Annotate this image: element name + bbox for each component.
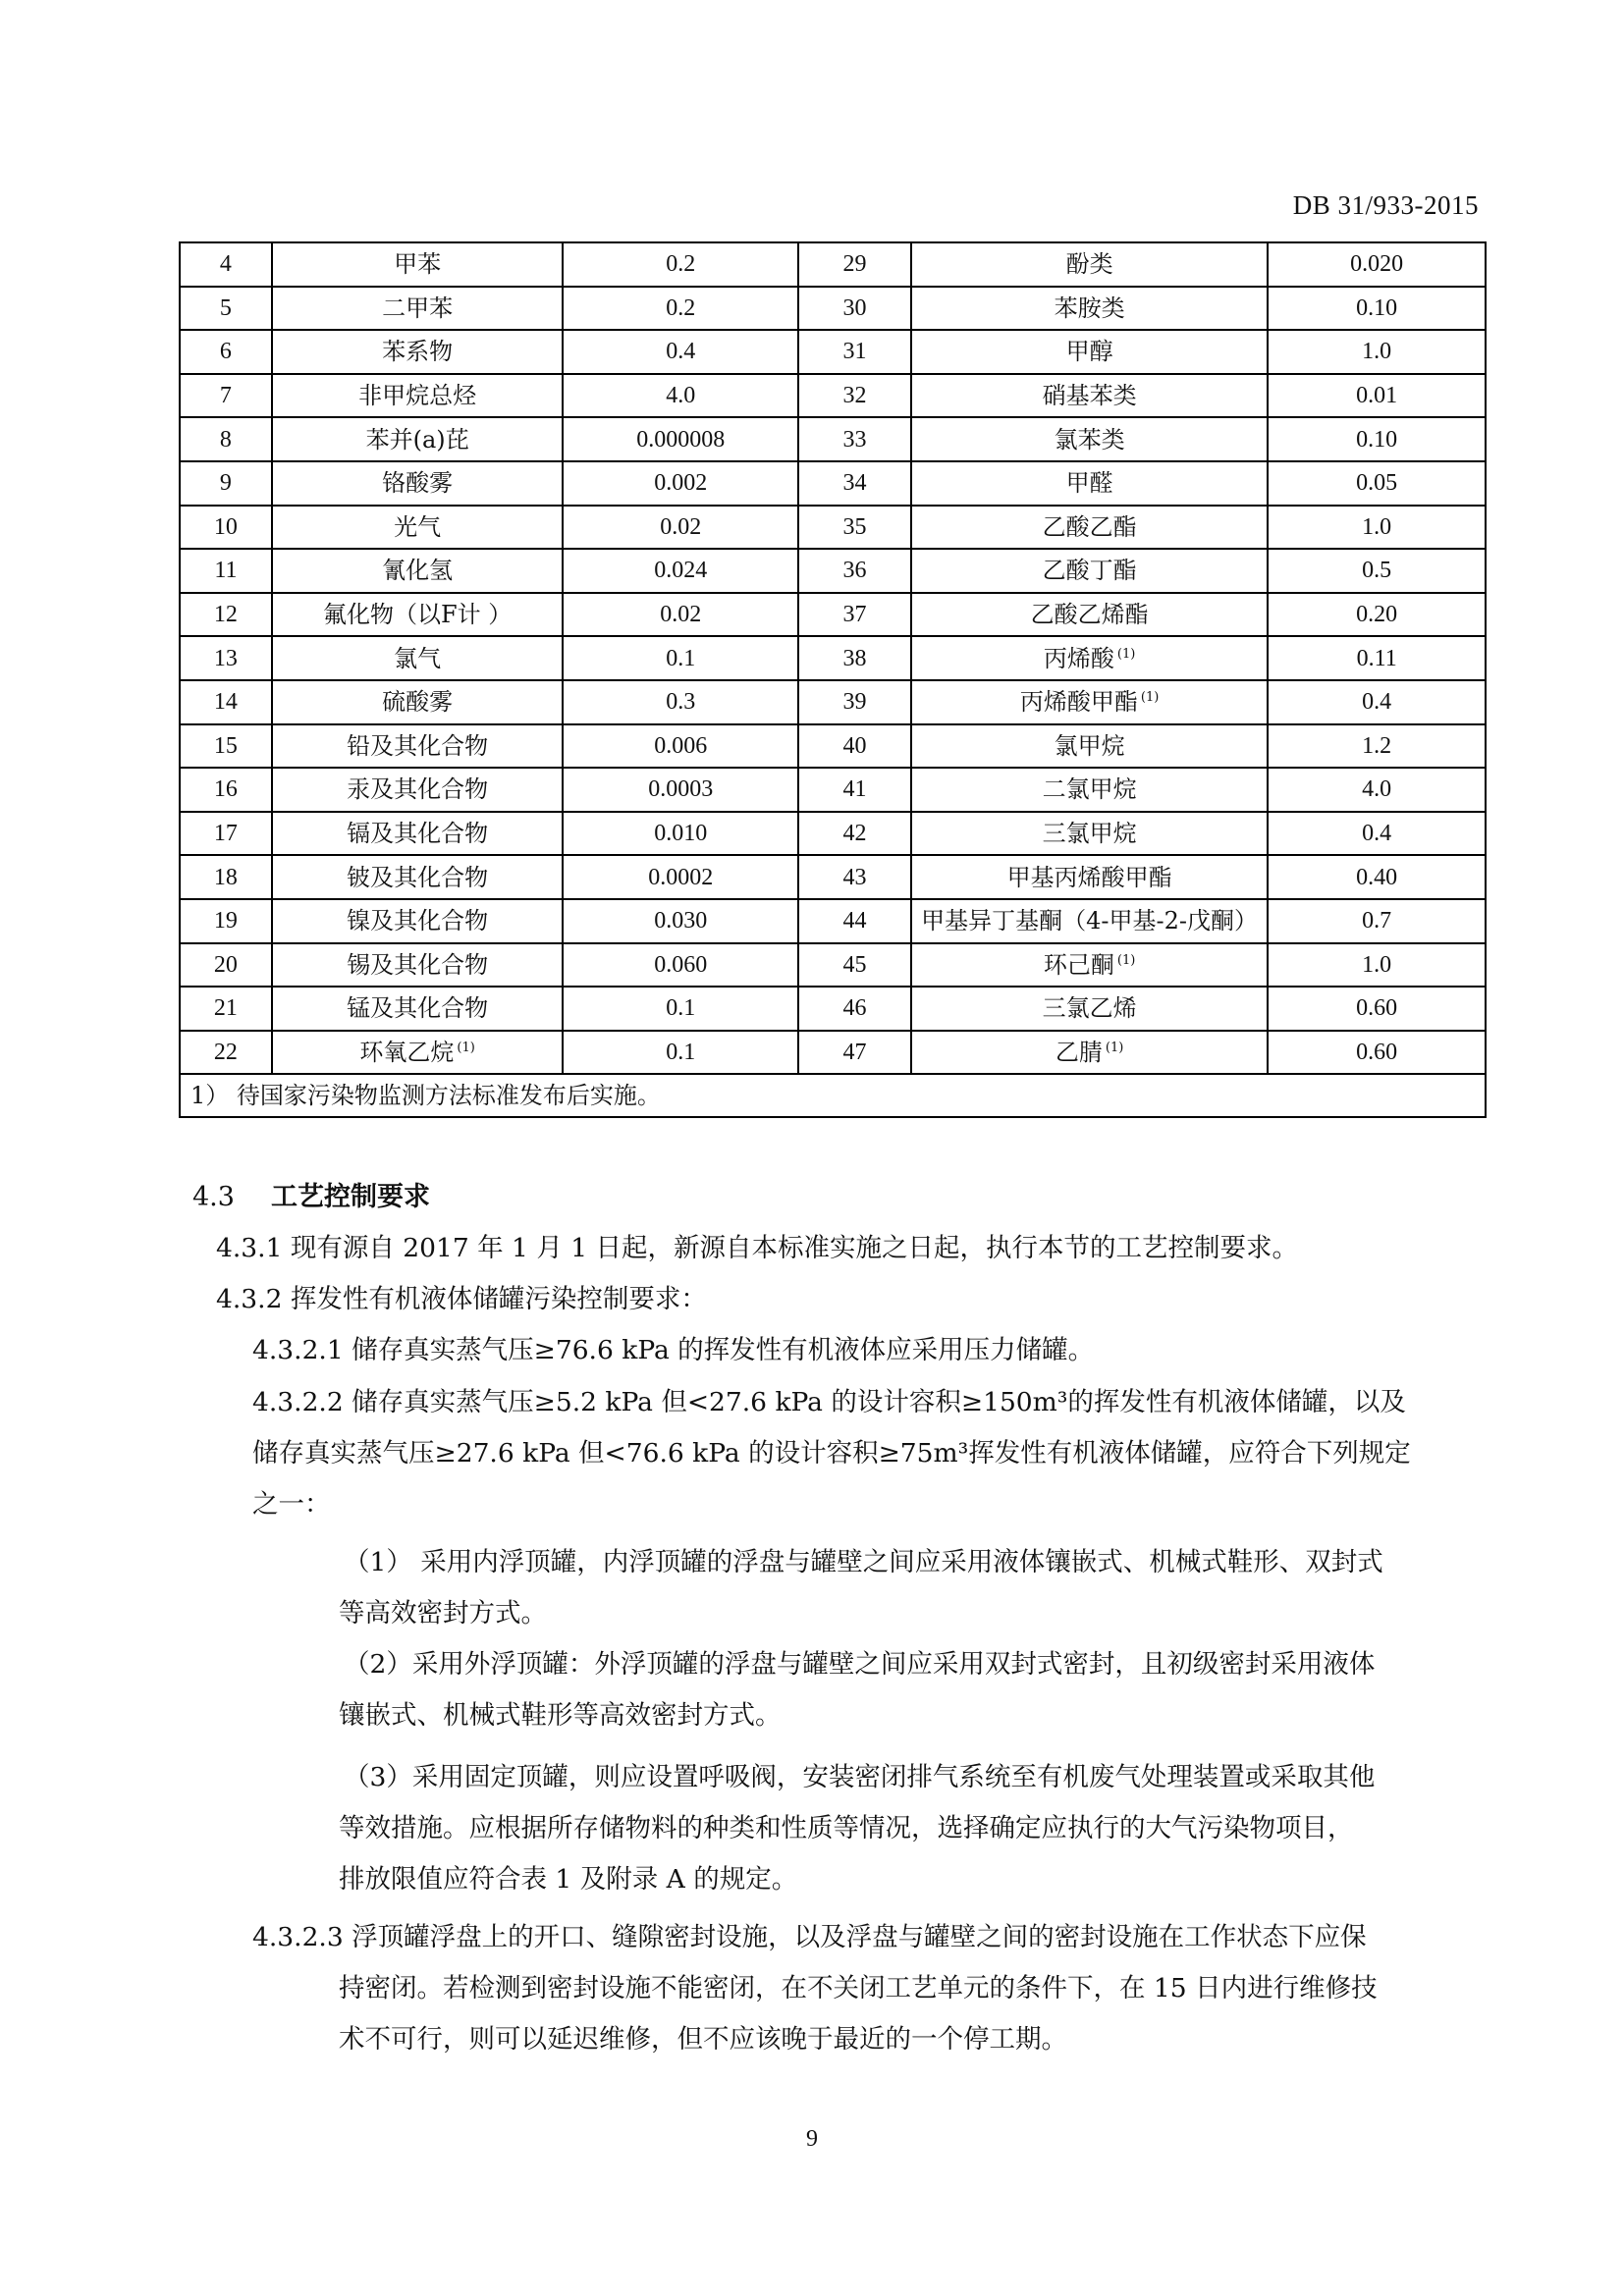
limit-value-cell: 1.0: [1268, 330, 1486, 374]
pollutant-name-cell: 镉及其化合物: [272, 812, 564, 856]
item-number-cell: 16: [180, 768, 272, 812]
item-number-cell: 13: [180, 636, 272, 680]
item-number-cell: 17: [180, 812, 272, 856]
pollutant-name-cell: [272, 1031, 564, 1075]
pollutant-name-cell: 苯胺类: [911, 287, 1268, 331]
item-number-cell: 37: [798, 593, 911, 637]
pollutant-name: 环氧乙烷: [359, 1038, 455, 1066]
pollutant-name-cell: 硫酸雾: [272, 680, 564, 724]
item-number-cell: 31: [798, 330, 911, 374]
table-row: [180, 943, 1486, 988]
table-row: [180, 330, 1486, 374]
limit-value-cell: 0.02: [563, 593, 798, 637]
footnote-marker: (1): [1105, 1040, 1124, 1055]
limit-value-cell: 0.60: [1268, 1031, 1486, 1075]
limit-value-cell: 0.4: [1268, 812, 1486, 856]
limit-value-cell: 0.4: [1268, 680, 1486, 724]
limit-value-cell: 0.11: [1268, 636, 1486, 680]
table-row: [180, 242, 1486, 287]
paragraph-4-3-2-1: 4.3.2.1 储存真实蒸气压≥76.6 kPa 的挥发性有机液体应采用压力储罐。: [252, 1335, 1095, 1365]
item-number-cell: 29: [798, 242, 911, 287]
limit-value-cell: 0.060: [563, 943, 798, 988]
table-row: [180, 461, 1486, 506]
pollutant-name-cell: 甲基异丁基酮（4-甲基-2-戊酮）: [911, 899, 1268, 943]
pollutant-name-cell: 甲苯: [272, 242, 564, 287]
item-number-cell: 44: [798, 899, 911, 943]
limit-value-cell: 1.2: [1268, 724, 1486, 769]
limit-value-cell: 4.0: [1268, 768, 1486, 812]
pollutant-name-cell: 氯气: [272, 636, 564, 680]
limit-value-cell: 0.5: [1268, 549, 1486, 593]
table-row: [180, 899, 1486, 943]
limit-value-cell: 0.20: [1268, 593, 1486, 637]
limit-value-cell: 0.60: [1268, 987, 1486, 1031]
section-heading: [192, 1175, 430, 1213]
pollutant-name-cell: 氰化氢: [272, 549, 564, 593]
pollutant-name-cell: 氯甲烷: [911, 724, 1268, 769]
list-item-2-line: 镶嵌式、机械式鞋形等高效密封方式。: [339, 1700, 782, 1731]
table-row: [180, 680, 1486, 724]
limit-value-cell: 0.2: [563, 242, 798, 287]
limit-value-cell: 0.002: [563, 461, 798, 506]
pollutant-name: 乙腈: [1055, 1038, 1103, 1066]
pollutant-name-cell: 甲醇: [911, 330, 1268, 374]
item-number-cell: 19: [180, 899, 272, 943]
limit-value-cell: 0.006: [563, 724, 798, 769]
table-row: [180, 636, 1486, 680]
item-number-cell: 42: [798, 812, 911, 856]
table-row: [180, 593, 1486, 637]
limit-value-cell: 0.02: [563, 506, 798, 550]
item-number-cell: 6: [180, 330, 272, 374]
limit-value-cell: 0.030: [563, 899, 798, 943]
table-row: [180, 855, 1486, 899]
paragraph-4-3-2: 4.3.2 挥发性有机液体储罐污染控制要求：: [216, 1284, 707, 1314]
list-item-1-line: （1） 采用内浮顶罐，内浮顶罐的浮盘与罐壁之间应采用液体镶嵌式、机械式鞋形、双封式: [344, 1547, 1383, 1577]
pollutant-name-cell: 乙酸乙烯酯: [911, 593, 1268, 637]
paragraph-4-3-2-3-line: 持密闭。若检测到密封设施不能密闭，在不关闭工艺单元的条件下，在 15 日内进行维修技: [339, 1973, 1378, 2003]
pollutant-name-cell: 苯并(a)芘: [272, 417, 564, 461]
table-row: [180, 287, 1486, 331]
item-number-cell: 4: [180, 242, 272, 287]
limit-value-cell: 0.020: [1268, 242, 1486, 287]
item-number-cell: 21: [180, 987, 272, 1031]
list-item-1-line: 等高效密封方式。: [339, 1598, 547, 1629]
pollutant-name-cell: 苯系物: [272, 330, 564, 374]
pollutant-name-cell: 甲醛: [911, 461, 1268, 506]
pollutant-name-cell: [911, 943, 1268, 988]
pollutant-name: 环己酮: [1043, 950, 1114, 979]
footnote-marker: (1): [1140, 690, 1160, 706]
pollutant-name-cell: 非甲烷总烃: [272, 374, 564, 418]
item-number-cell: 15: [180, 724, 272, 769]
limit-value-cell: 0.0003: [563, 768, 798, 812]
paragraph-4-3-1: 4.3.1 现有源自 2017 年 1 月 1 日起，新源自本标准实施之日起，执行本节的工艺控制要求。: [216, 1233, 1299, 1263]
section-title: 工艺控制要求: [271, 1182, 430, 1212]
item-number-cell: 9: [180, 461, 272, 506]
limit-value-cell: 0.10: [1268, 287, 1486, 331]
paragraph-4-3-2-3-line: 4.3.2.3 浮顶罐浮盘上的开口、缝隙密封设施，以及浮盘与罐壁之间的密封设施在工作状态下应保: [252, 1922, 1367, 1952]
limit-value-cell: 0.7: [1268, 899, 1486, 943]
item-number-cell: 5: [180, 287, 272, 331]
limit-value-cell: 0.3: [563, 680, 798, 724]
limit-value-cell: 0.1: [563, 636, 798, 680]
pollutant-name-cell: 铬酸雾: [272, 461, 564, 506]
item-number-cell: 8: [180, 417, 272, 461]
limit-value-cell: 0.4: [563, 330, 798, 374]
item-number-cell: 36: [798, 549, 911, 593]
table-row: [180, 812, 1486, 856]
table-row: [180, 417, 1486, 461]
table-footnote-row: [180, 1074, 1486, 1117]
limit-value-cell: 0.024: [563, 549, 798, 593]
footnote-marker: (1): [457, 1040, 475, 1055]
document-code: DB 31/933-2015: [1292, 190, 1479, 220]
limit-value-cell: 0.10: [1268, 417, 1486, 461]
pollutant-name-cell: 二甲苯: [272, 287, 564, 331]
table-row: [180, 374, 1486, 418]
limit-value-cell: 1.0: [1268, 943, 1486, 988]
pollutant-name-cell: [911, 680, 1268, 724]
limit-value-cell: 0.1: [563, 1031, 798, 1075]
table-row: [180, 724, 1486, 769]
pollutant-name-cell: 锰及其化合物: [272, 987, 564, 1031]
item-number-cell: 14: [180, 680, 272, 724]
table-footnote: 1） 待国家污染物监测方法标准发布后实施。: [180, 1074, 1486, 1117]
item-number-cell: 18: [180, 855, 272, 899]
pollutant-name-cell: 硝基苯类: [911, 374, 1268, 418]
pollutant-name-cell: 光气: [272, 506, 564, 550]
pollutant-name-cell: 锡及其化合物: [272, 943, 564, 988]
item-number-cell: 45: [798, 943, 911, 988]
item-number-cell: 34: [798, 461, 911, 506]
pollutant-name-cell: [911, 636, 1268, 680]
limit-value-cell: 0.1: [563, 987, 798, 1031]
pollutant-name-cell: 氟化物（以F计 ）: [272, 593, 564, 637]
pollutant-name: 丙烯酸甲酯: [1019, 688, 1138, 717]
limit-value-cell: 0.05: [1268, 461, 1486, 506]
list-item-3-line: 等效措施。应根据所存储物料的种类和性质等情况，选择确定应执行的大气污染物项目，: [339, 1813, 1354, 1843]
limit-value-cell: 0.01: [1268, 374, 1486, 418]
table-row: [180, 506, 1486, 550]
footnote-marker: (1): [1116, 646, 1136, 662]
table-row: [180, 987, 1486, 1031]
item-number-cell: 39: [798, 680, 911, 724]
limit-value-cell: 0.0002: [563, 855, 798, 899]
pollutant-name-cell: [911, 1031, 1268, 1075]
pollutant-name-cell: 汞及其化合物: [272, 768, 564, 812]
page-number: 9: [806, 2126, 818, 2152]
pollutant-name-cell: 酚类: [911, 242, 1268, 287]
pollutant-name-cell: 三氯乙烯: [911, 987, 1268, 1031]
table-row: [180, 1031, 1486, 1075]
table-row: [180, 768, 1486, 812]
paragraph-4-3-2-2-line: 储存真实蒸气压≥27.6 kPa 但<76.6 kPa 的设计容积≥75m³挥发性有机液体储罐，应符合下列规定: [252, 1438, 1411, 1468]
limit-value-cell: 4.0: [563, 374, 798, 418]
pollutant-name-cell: 甲基丙烯酸甲酯: [911, 855, 1268, 899]
item-number-cell: 10: [180, 506, 272, 550]
item-number-cell: 35: [798, 506, 911, 550]
table-row: [180, 549, 1486, 593]
limit-value-cell: 0.2: [563, 287, 798, 331]
item-number-cell: 38: [798, 636, 911, 680]
paragraph-4-3-2-3-line: 术不可行，则可以延迟维修，但不应该晚于最近的一个停工期。: [339, 2024, 1067, 2055]
list-item-2-line: （2）采用外浮顶罐：外浮顶罐的浮盘与罐壁之间应采用双封式密封，且初级密封采用液体: [344, 1649, 1376, 1680]
pollutant-name-cell: 三氯甲烷: [911, 812, 1268, 856]
limit-value-cell: 0.010: [563, 812, 798, 856]
item-number-cell: 22: [180, 1031, 272, 1075]
item-number-cell: 11: [180, 549, 272, 593]
item-number-cell: 32: [798, 374, 911, 418]
pollutant-name: 丙烯酸: [1043, 644, 1114, 672]
pollutant-name-cell: 二氯甲烷: [911, 768, 1268, 812]
item-number-cell: 30: [798, 287, 911, 331]
pollutant-name-cell: 镍及其化合物: [272, 899, 564, 943]
footnote-marker: (1): [1116, 952, 1136, 968]
item-number-cell: 40: [798, 724, 911, 769]
limit-value-cell: 1.0: [1268, 506, 1486, 550]
emission-limits-table: [179, 241, 1487, 1118]
item-number-cell: 33: [798, 417, 911, 461]
item-number-cell: 12: [180, 593, 272, 637]
item-number-cell: 46: [798, 987, 911, 1031]
paragraph-4-3-2-2-line: 之一：: [252, 1489, 331, 1520]
item-number-cell: 20: [180, 943, 272, 988]
list-item-3-line: （3）采用固定顶罐，则应设置呼吸阀，安装密闭排气系统至有机废气处理装置或采取其他: [344, 1762, 1376, 1792]
pollutant-name-cell: 铅及其化合物: [272, 724, 564, 769]
item-number-cell: 7: [180, 374, 272, 418]
pollutant-name-cell: 铍及其化合物: [272, 855, 564, 899]
paragraph-4-3-2-2-line: 4.3.2.2 储存真实蒸气压≥5.2 kPa 但<27.6 kPa 的设计容积≥150m³的挥发性有机液体储罐，以及: [252, 1387, 1406, 1417]
item-number-cell: 47: [798, 1031, 911, 1075]
list-item-3-line: 排放限值应符合表 1 及附录 A 的规定。: [339, 1864, 798, 1895]
section-number: 4.3: [192, 1182, 235, 1212]
item-number-cell: 43: [798, 855, 911, 899]
pollutant-name-cell: 氯苯类: [911, 417, 1268, 461]
pollutant-name-cell: 乙酸乙酯: [911, 506, 1268, 550]
item-number-cell: 41: [798, 768, 911, 812]
pollutant-name-cell: 乙酸丁酯: [911, 549, 1268, 593]
limit-value-cell: 0.40: [1268, 855, 1486, 899]
limit-value-cell: 0.000008: [563, 417, 798, 461]
